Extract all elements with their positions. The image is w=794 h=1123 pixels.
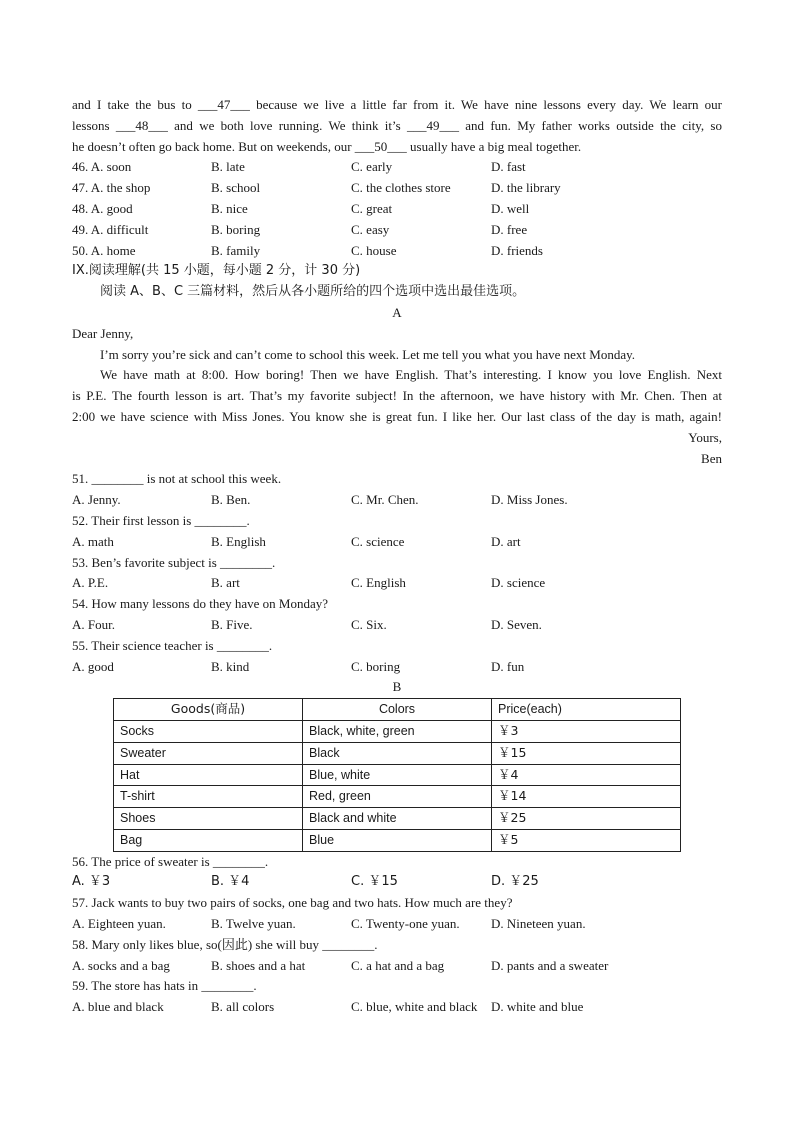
letter-paragraph-2-line-3: 2:00 we have science with Miss Jones. You know she is great fun. I like her. Our last class of the day is math, again!: [72, 408, 722, 424]
option-d[interactable]: D. well: [491, 200, 530, 216]
option-a[interactable]: A. Four.: [72, 616, 115, 632]
letter-paragraph-2-line-1: We have math at 8:00. How boring! Then we have English. That’s interesting. I know you love English. Next: [100, 367, 722, 383]
cloze-line-2: lessons ___48___ and we both love running. We think it’s ___49___ and fun. My father works outside the city, so: [72, 117, 722, 133]
goods-table: [113, 698, 681, 852]
option-c[interactable]: C. ￥15: [351, 874, 398, 890]
option-b[interactable]: B. late: [211, 159, 245, 175]
option-a[interactable]: 50. A. home: [72, 242, 136, 258]
option-d[interactable]: D. science: [491, 575, 546, 591]
option-a[interactable]: 48. A. good: [72, 200, 133, 216]
cell-price: ￥15: [492, 742, 681, 764]
option-b[interactable]: B. Ben.: [211, 492, 251, 508]
question-50: [72, 241, 722, 262]
question-55-options: [72, 657, 722, 678]
option-d[interactable]: D. fun: [491, 658, 525, 674]
option-d[interactable]: D. the library: [491, 180, 561, 196]
cell-colors: Black, white, green: [303, 720, 492, 742]
table-row: [114, 786, 681, 808]
question-54-stem: 54. How many lessons do they have on Monday?: [72, 596, 328, 612]
option-c[interactable]: C. the clothes store: [351, 180, 451, 196]
letter-paragraph-1: I’m sorry you’re sick and can’t come to school this week. Let me tell you what you have next Monday.: [100, 346, 636, 362]
cell-colors: Red, green: [303, 786, 492, 808]
option-d[interactable]: D. free: [491, 221, 528, 237]
option-c[interactable]: C. English: [351, 575, 406, 591]
option-d[interactable]: D. art: [491, 533, 521, 549]
option-a[interactable]: A. ￥3: [72, 874, 111, 890]
table-row: [114, 808, 681, 830]
table-row: [114, 720, 681, 742]
passage-a-label: A: [392, 304, 402, 320]
cell-goods: Bag: [114, 829, 303, 851]
option-a[interactable]: A. Jenny.: [72, 492, 121, 508]
cell-price: ￥4: [492, 764, 681, 786]
cell-price: ￥25: [492, 808, 681, 830]
cell-price: ￥3: [492, 720, 681, 742]
header-price: Price(each): [492, 699, 681, 721]
option-c[interactable]: C. easy: [351, 221, 390, 237]
option-b[interactable]: B. art: [211, 575, 240, 591]
question-51-options: [72, 490, 722, 511]
question-47: [72, 178, 722, 199]
cell-goods: Sweater: [114, 742, 303, 764]
question-56-options: [72, 872, 722, 893]
option-d[interactable]: D. friends: [491, 242, 543, 258]
option-d[interactable]: D. ￥25: [491, 874, 539, 890]
table-row: [114, 742, 681, 764]
passage-b-label: B: [392, 679, 402, 695]
question-52-stem: 52. Their first lesson is ________.: [72, 512, 250, 528]
option-c[interactable]: C. boring: [351, 658, 401, 674]
option-b[interactable]: B. English: [211, 533, 266, 549]
passage-b-questions: [72, 852, 722, 1018]
option-b[interactable]: B. shoes and a hat: [211, 957, 306, 973]
question-57-stem: 57. Jack wants to buy two pairs of socks, one bag and two hats. How much are they?: [72, 895, 513, 911]
cell-price: ￥14: [492, 786, 681, 808]
question-51-stem: 51. ________ is not at school this week.: [72, 471, 282, 487]
option-a[interactable]: 49. A. difficult: [72, 221, 149, 237]
header-colors: Colors: [303, 699, 492, 721]
option-b[interactable]: B. Five.: [211, 616, 253, 632]
question-46: [72, 157, 722, 178]
option-b[interactable]: B. boring: [211, 221, 261, 237]
question-59-stem: 59. The store has hats in ________.: [72, 978, 257, 994]
option-c[interactable]: C. a hat and a bag: [351, 957, 445, 973]
option-a[interactable]: A. Eighteen yuan.: [72, 916, 166, 932]
option-d[interactable]: D. Seven.: [491, 616, 542, 632]
table-row: [114, 829, 681, 851]
question-56-stem: 56. The price of sweater is ________.: [72, 853, 269, 869]
cell-goods: T-shirt: [114, 786, 303, 808]
option-b[interactable]: B. family: [211, 242, 261, 258]
option-b[interactable]: B. school: [211, 180, 261, 196]
option-d[interactable]: D. fast: [491, 159, 526, 175]
question-55-stem: 55. Their science teacher is ________.: [72, 637, 273, 653]
exam-page: [72, 95, 722, 1018]
question-53-options: [72, 573, 722, 594]
section-instruction: 阅读 A、B、C 三篇材料，然后从各小题所给的四个选项中选出最佳选项。: [100, 284, 526, 300]
option-c[interactable]: C. blue, white and black: [351, 999, 478, 1015]
table-header-row: [114, 699, 681, 721]
option-a[interactable]: A. P.E.: [72, 575, 109, 591]
question-57-options: [72, 914, 722, 935]
cell-goods: Shoes: [114, 808, 303, 830]
cloze-line-1: and I take the bus to ___47___ because we live a little far from it. We have nine lessons every day. We learn our: [72, 97, 722, 112]
option-a[interactable]: A. blue and black: [72, 999, 164, 1015]
letter-paragraph-2-line-2: is P.E. The fourth lesson is art. That’s my favorite subject! In the afternoon, we have history with Mr. Chen. Then at: [72, 388, 722, 404]
passage-a-questions: [72, 469, 722, 677]
question-48: [72, 199, 722, 220]
option-c[interactable]: C. science: [351, 533, 405, 549]
option-b[interactable]: B. nice: [211, 200, 248, 216]
cell-colors: Blue, white: [303, 764, 492, 786]
option-d[interactable]: D. Nineteen yuan.: [491, 916, 586, 932]
question-52-options: [72, 532, 722, 553]
option-a[interactable]: 46. A. soon: [72, 159, 132, 175]
cloze-line-3: he doesn’t often go back home. But on weekends, our ___50___ usually have a big meal together.: [72, 138, 582, 154]
option-b[interactable]: B. kind: [211, 658, 250, 674]
letter-greeting: Dear Jenny,: [72, 325, 134, 341]
option-a[interactable]: A. socks and a bag: [72, 957, 170, 973]
question-58-stem: 58. Mary only likes blue, so(因此) she will buy ________.: [72, 936, 378, 952]
cell-price: ￥5: [492, 829, 681, 851]
question-49: [72, 220, 722, 241]
question-58-options: [72, 956, 722, 977]
cell-colors: Black: [303, 742, 492, 764]
header-goods: Goods(商品): [114, 699, 303, 721]
cloze-options: [72, 157, 722, 261]
option-d[interactable]: D. Miss Jones.: [491, 492, 568, 508]
cell-goods: Socks: [114, 720, 303, 742]
cell-colors: Blue: [303, 829, 492, 851]
option-c[interactable]: C. Twenty-one yuan.: [351, 916, 460, 932]
option-c[interactable]: C. early: [351, 159, 393, 175]
option-c[interactable]: C. Mr. Chen.: [351, 492, 419, 508]
section-heading: IX.阅读理解(共 15 小题，每小题 2 分，计 30 分): [72, 263, 361, 279]
option-a[interactable]: 47. A. the shop: [72, 180, 151, 196]
option-c[interactable]: C. Six.: [351, 616, 387, 632]
option-a[interactable]: A. math: [72, 533, 114, 549]
question-53-stem: 53. Ben’s favorite subject is ________.: [72, 554, 276, 570]
question-59-options: [72, 997, 722, 1018]
option-b[interactable]: B. Twelve yuan.: [211, 916, 296, 932]
letter-closing: Yours,: [688, 429, 722, 445]
question-54-options: [72, 615, 722, 636]
option-d[interactable]: D. white and blue: [491, 999, 584, 1015]
option-c[interactable]: C. house: [351, 242, 397, 258]
table-row: [114, 764, 681, 786]
cell-goods: Hat: [114, 764, 303, 786]
letter-signature: Ben: [701, 450, 722, 466]
cell-colors: Black and white: [303, 808, 492, 830]
option-d[interactable]: D. pants and a sweater: [491, 957, 609, 973]
option-b[interactable]: B. ￥4: [211, 874, 250, 890]
option-a[interactable]: A. good: [72, 658, 114, 674]
option-b[interactable]: B. all colors: [211, 999, 275, 1015]
option-c[interactable]: C. great: [351, 200, 393, 216]
